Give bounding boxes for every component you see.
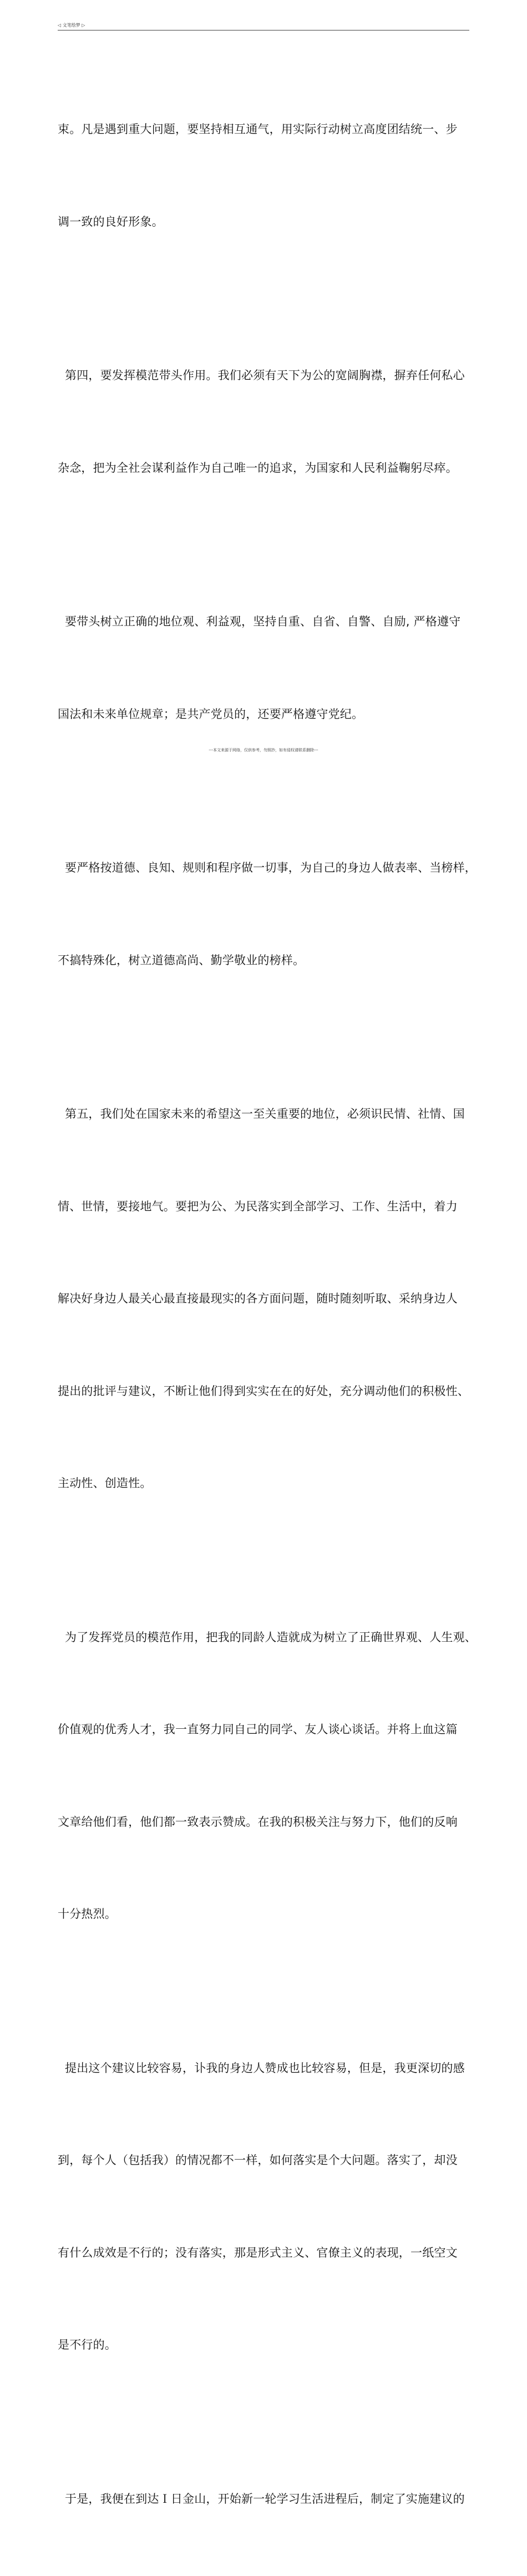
text-line: 到，每个人（包括我）的情况都不一样，如何落实是个大问题。落实了，却没	[58, 2145, 479, 2176]
text-line: 要严格按道德、良知、规则和程序做一切事，为自己的身边人做表率、当榜样，	[58, 853, 479, 884]
paragraph	[58, 791, 479, 1037]
header-brand-text: ◁ 文笔绘梦 ▷	[58, 22, 85, 29]
text-line: 情、世情，要接地气。要把为公、为民落实到全部学习、工作、生活中，着力	[58, 1192, 479, 1223]
paragraph	[58, 2422, 479, 2576]
page-footer	[0, 747, 527, 753]
text-line: 为了发挥党员的模范作用，把我的同龄人造就成为树立了正确世界观、人生观、	[58, 1622, 479, 1653]
text-line: 主动性、创造性。	[58, 1468, 479, 1499]
paragraph	[58, 545, 479, 791]
document-body	[58, 53, 479, 2576]
text-line: 杂念，把为全社会谋利益作为自己唯一的追求，为国家和人民利益鞠躬尽瘁。	[58, 453, 479, 484]
text-line: 第四，要发挥模范带头作用。我们必须有天下为公的宽阔胸襟，摒弃任何私心	[58, 360, 479, 391]
text-line: 束。凡是遇到重大问题，要坚持相互通气，用实际行动树立高度团结统一、步	[58, 114, 479, 145]
paragraph	[58, 1037, 479, 1561]
text-line: 有什么成效是不行的；没有落实，那是形式主义、官僚主义的表现，一纸空文	[58, 2238, 479, 2269]
text-line: 第五，我们处在国家未来的希望这一至关重要的地位，必须识民情、社情、国	[58, 1099, 479, 1130]
paragraph	[58, 1992, 479, 2422]
text-line: 解决好身边人最关心最直接最现实的各方面问题，随时随刻听取、采纳身边人	[58, 1284, 479, 1315]
text-line: 价值观的优秀人才，我一直努力同自己的同学、友人谈心谈话。并将上血这篇	[58, 1714, 479, 1745]
text-line: 十分热烈。	[58, 1899, 479, 1930]
text-line: 不搞特殊化，树立道德高尚、勤学敬业的榜样。	[58, 945, 479, 976]
page-header	[58, 22, 469, 30]
footer-disclaimer: ---本文来源于网络，仅供参考，勿照抄，如有侵权请联系删除---	[209, 748, 318, 752]
text-line: 是不行的。	[58, 2330, 479, 2361]
text-line: 国法和未来单位规章；是共产党员的，还要严格遵守党纪。	[58, 699, 479, 730]
text-line: 提出的批评与建议，不断让他们得到实实在在的好处，充分调动他们的积极性、	[58, 1376, 479, 1407]
text-line: 于是，我便在到达Ｉ日金山，开始新一轮学习生活进程后，制定了实施建议的	[58, 2484, 479, 2515]
paragraph	[58, 1561, 479, 1992]
paragraph	[58, 299, 479, 545]
text-line: 文章给他们看，他们都一致表示赞成。在我的积极关注与努力下，他们的反响	[58, 1807, 479, 1838]
text-line: 提出这个建议比较容易，讣我的身边人赞成也比较容易，但是，我更深切的感	[58, 2053, 479, 2084]
paragraph	[58, 53, 479, 299]
text-line: 要带头树立正确的地位观、利益观，坚持自重、自省、自警、自励, 严格遵守	[58, 607, 479, 638]
text-line: 调一致的良好形象。	[58, 207, 479, 238]
